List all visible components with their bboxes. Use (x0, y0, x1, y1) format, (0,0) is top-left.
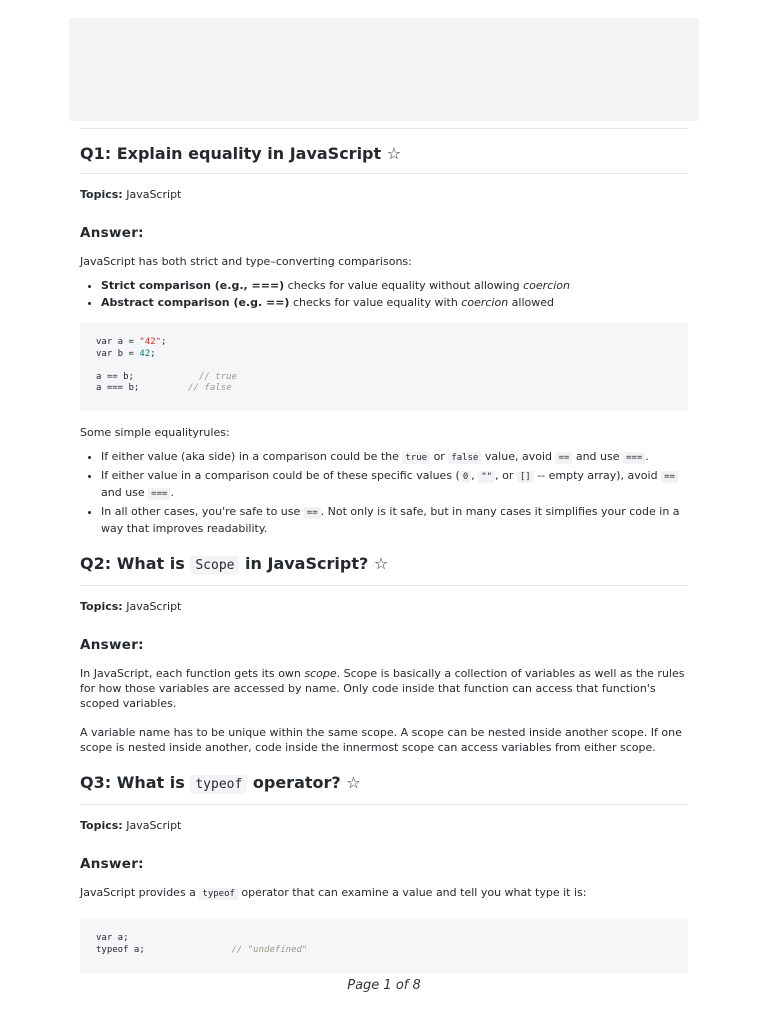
list-item (101, 295, 688, 310)
q1-answer-heading: Answer: (80, 225, 144, 241)
bullet-tail: allowed (508, 296, 554, 309)
q2-heading: Q2: What is Scope in JavaScript? ☆ (80, 550, 688, 586)
favorite-star-icon[interactable]: ☆ (373, 554, 389, 573)
topics-label: Topics: (80, 188, 123, 201)
favorite-star-icon[interactable]: ☆ (386, 144, 402, 163)
document-content (80, 140, 688, 973)
q1-title: Q1: Explain equality in JavaScript (80, 144, 382, 163)
q1-code-block: var a = "42"; var b = 42; a == b; // true a === b; // false (80, 323, 688, 411)
list-item: • If either value in a comparison could be of these specific values ( 0 , "" , or [] -- empty array), avoid == and use === . (101, 468, 688, 502)
q1-heading (80, 140, 688, 174)
q1-comparison-list (80, 278, 688, 310)
list-item: • If either value (aka side) in a comparison could be the true or false value, avoid == and use === . (101, 449, 688, 466)
q2-answer-heading: Answer: (80, 637, 144, 653)
list-item: • In all other cases, you're safe to use == . Not only is it safe, but in many cases it simplifies your code in a way that improves readability. (101, 504, 688, 536)
topics-value: JavaScript (126, 819, 182, 832)
q3-paragraph-1: JavaScript provides a typeof operator that can examine a value and tell you what type it is: (80, 886, 587, 899)
q1-rules-intro: Some simple equalityrules: (80, 426, 230, 439)
q2-paragraph-2: A variable name has to be unique within the same scope. A scope can be nested inside another scope. If one scope is nested inside another, code inside the innermost scope can access variables from either scope. (80, 726, 682, 754)
bullet-bold: Strict comparison (e.g., ===) (101, 279, 285, 292)
bullet-text: checks for value equality with (289, 296, 462, 309)
bullet-emphasis: coercion (461, 296, 509, 309)
q3-code-block: var a; typeof a; // "undefined" (80, 919, 688, 973)
q2-topics (80, 600, 688, 614)
q2-title: Q2: What is (80, 554, 191, 573)
q1-topics (80, 188, 688, 202)
list-item (101, 278, 688, 293)
q3-heading: Q3: What is typeof operator? ☆ (80, 769, 688, 805)
topics-label: Topics: (80, 600, 123, 613)
q1-rules-list (80, 449, 688, 536)
q2-title-code: Scope (190, 556, 239, 575)
q3-answer-heading: Answer: (80, 856, 144, 872)
q3-title: Q3: What is (80, 773, 191, 792)
top-divider (80, 128, 688, 129)
header-banner (69, 18, 699, 121)
q1-intro: JavaScript has both strict and type–converting comparisons: (80, 255, 412, 268)
bullet-emphasis: coercion (523, 279, 570, 292)
q3-title-code: typeof (190, 775, 247, 794)
topics-value: JavaScript (126, 188, 182, 201)
q2-paragraph-1: In JavaScript, each function gets its own scope. Scope is basically a collection of variables as well as the rules for how those variables are accessed by name. Only code inside that function can access that function's scoped variables. (80, 667, 685, 710)
page-number: Page 1 of 8 (347, 978, 421, 993)
q3-topics (80, 819, 688, 833)
bullet-text: checks for value equality without allowing (284, 279, 524, 292)
bullet-bold: Abstract comparison (e.g. ==) (101, 296, 290, 309)
topics-value: JavaScript (126, 600, 182, 613)
topics-label: Topics: (80, 819, 123, 832)
favorite-star-icon[interactable]: ☆ (346, 773, 361, 792)
